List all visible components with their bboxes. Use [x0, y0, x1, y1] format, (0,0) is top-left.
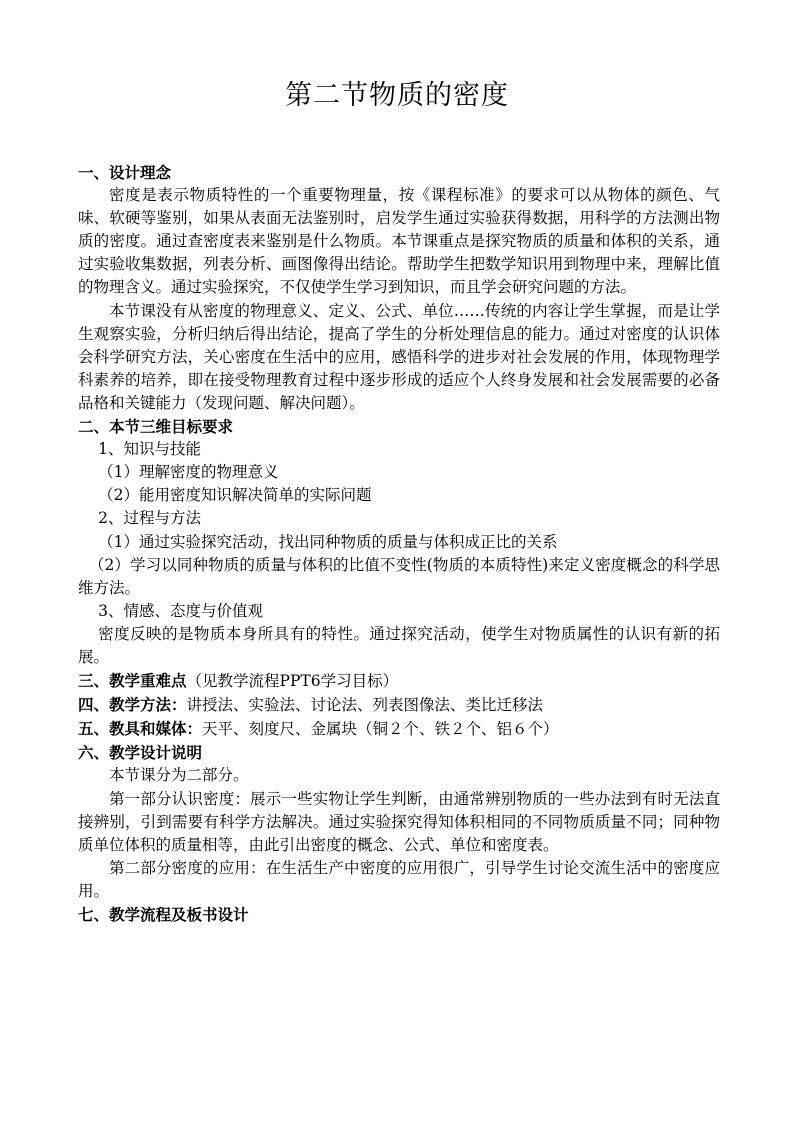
section-key-points: [78, 669, 720, 693]
objective-subheading: 1、知识与技能: [98, 440, 202, 459]
section-heading-methods: 四、教学方法：: [78, 695, 187, 715]
objective-item: （1）通过实验探究活动，找出同种物质的质量与体积成正比的关系: [98, 532, 558, 551]
objective-item: （1）理解密度的物理意义: [98, 463, 279, 482]
objective-item: 密度反映的是物质本身所具有的特性。通过探究活动，使学生对物质属性的认识有新的拓展。: [78, 624, 720, 666]
section-materials: [78, 717, 720, 741]
objective-item: （2）能用密度知识解决简单的实际问题: [98, 486, 372, 505]
paragraph: 本节课没有从密度的物理意义、定义、公式、单位……传统的内容让学生掌握，而是让学生观察实验，分析归纳后得出结论，提高了学生的分析处理信息的能力。通过对密度的认识体会科学研究方法，关心密度在生活中的应用，感悟科学的进步对社会发展的作用，体现物理学科素养的培养，即在接受物理教育过程中逐步形成的适应个人终身发展和社会发展需要的必备品格和关键能力（发现问题、解决问题）。: [78, 301, 720, 412]
document-body: [78, 161, 720, 926]
paragraph: 第二部分密度的应用：在生活生产中密度的应用很广，引导学生讨论交流生活中的密度应用。: [78, 858, 720, 900]
section-heading-design-concept: 一、设计理念: [78, 163, 172, 182]
section-heading-key-points: 三、教学重难点: [78, 671, 187, 691]
section-heading-teaching-flow: 七、教学流程及板书设计: [78, 905, 249, 924]
methods-text: 讲授法、实验法、讨论法、列表图像法、类比迁移法: [186, 696, 544, 715]
objective-subheading: 3、情感、态度与价值观: [98, 601, 264, 620]
section-heading-materials: 五、教具和媒体：: [78, 719, 203, 739]
materials-text: 天平、刻度尺、金属块（铜２个、铁２个、铝６个）: [202, 720, 559, 739]
document-title: 第二节物质的密度: [285, 80, 509, 111]
objective-item: （2）学习以同种物质的质量与体积的比值不变性(物质的本质特性)来定义密度概念的科学思维方法。: [78, 555, 720, 597]
paragraph: 密度是表示物质特性的一个重要物理量，按《课程标准》的要求可以从物体的颜色、气味、软硬等鉴别，如果从表面无法鉴别时，启发学生通过实验获得数据，用科学的方法测出物质的密度。通过查密度表来鉴别是什么物质。本节课重点是探究物质的质量和体积的关系，通过实验收集数据，列表分析、画图像得出结论。帮助学生把数学知识用到物理中来，理解比值的物理含义。通过实验探究，不仅使学生学习到知识，而且学会研究问题的方法。: [78, 186, 720, 297]
paragraph: 本节课分为二部分。: [109, 766, 249, 785]
section-methods: [78, 693, 720, 717]
section-heading-design-notes: 六、教学设计说明: [78, 743, 203, 763]
objective-subheading: 2、过程与方法: [98, 509, 202, 528]
key-points-text: （见教学流程PPT6学习目标）: [186, 672, 399, 691]
section-heading-objectives: 二、本节三维目标要求: [78, 417, 234, 437]
paragraph: 第一部分认识密度：展示一些实物让学生判断，由通常辨别物质的一些办法到有时无法直接辨别，引到需要有科学方法解决。通过实验探究得知体积相同的不同物质质量不同；同种物质单位体积的质量相等，由此引出密度的概念、公式、单位和密度表。: [78, 789, 720, 854]
